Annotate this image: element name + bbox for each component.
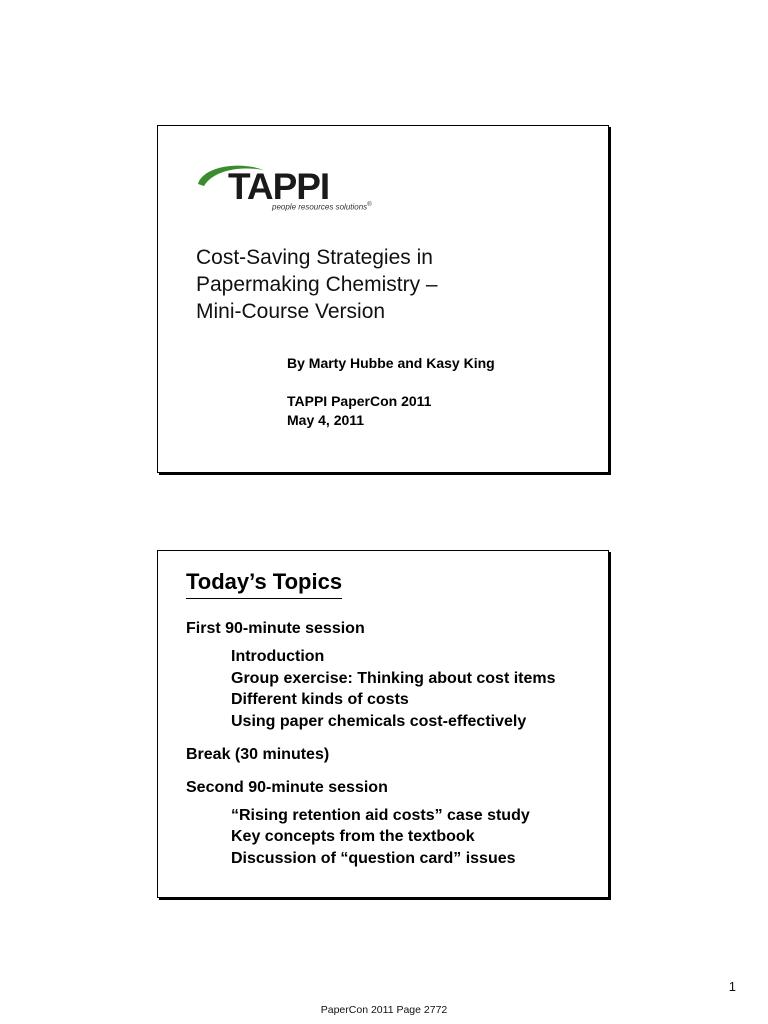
page-footer: PaperCon 2011 Page 2772 (320, 1004, 448, 1016)
topic-item: Using paper chemicals cost-effectively (231, 713, 527, 730)
slide-title-line: Mini-Course Version (196, 300, 386, 323)
break-label: Break (30 minutes) (186, 746, 330, 763)
slide-title-line: Papermaking Chemistry – (196, 273, 438, 296)
topics-slide (157, 550, 609, 898)
slide-title-line: Cost-Saving Strategies in (196, 246, 433, 269)
topic-item: Key concepts from the textbook (231, 828, 475, 845)
logo-wordmark: TAPPI (228, 166, 330, 207)
topic-item: Different kinds of costs (231, 691, 409, 708)
logo-tagline: people resources solutions® (272, 202, 372, 212)
page-number: 1 (728, 979, 736, 994)
topic-item: Discussion of “question card” issues (231, 850, 516, 867)
topic-item: Group exercise: Thinking about cost items (231, 670, 556, 687)
slide-title (196, 244, 596, 325)
topic-item: Introduction (231, 648, 325, 665)
event-info (287, 392, 431, 430)
session-label: Second 90-minute session (186, 779, 388, 796)
event-date: May 4, 2011 (287, 412, 365, 428)
session-label: First 90-minute session (186, 620, 365, 637)
event-name: TAPPI PaperCon 2011 (287, 393, 432, 409)
slide-heading: Today’s Topics (186, 568, 342, 599)
tappi-logo (196, 162, 396, 218)
authors-line: By Marty Hubbe and Kasy King (287, 355, 495, 371)
title-slide (157, 125, 609, 473)
topic-item: “Rising retention aid costs” case study (231, 807, 530, 824)
